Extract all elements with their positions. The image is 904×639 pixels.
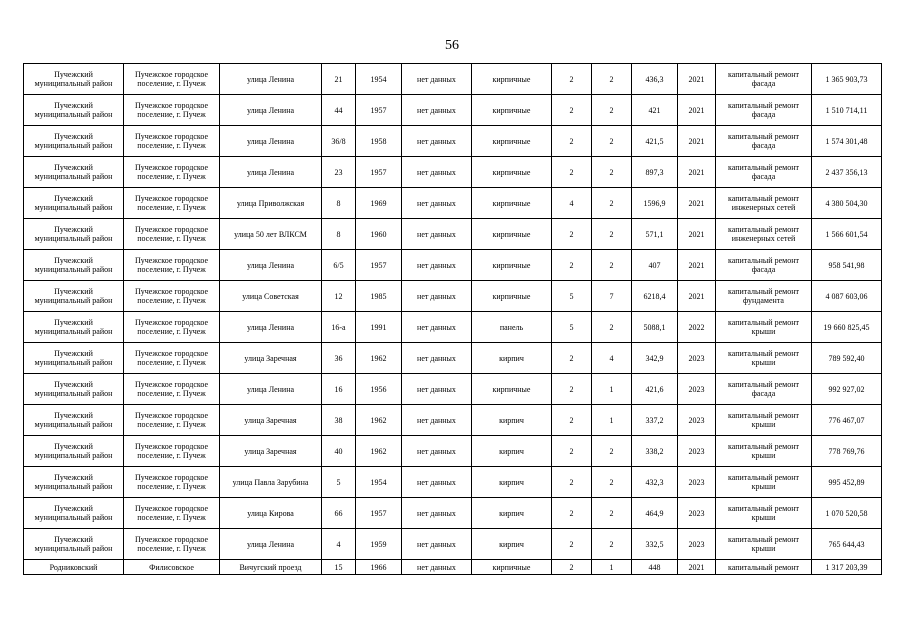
table-row: [24, 157, 882, 188]
cell-year-built: 1960: [356, 219, 402, 250]
cell-repair-year: 2023: [678, 529, 716, 560]
cell-repair-year: 2023: [678, 343, 716, 374]
cell-house-number: 6/5: [322, 250, 356, 281]
cell-area: 464,9: [632, 498, 678, 529]
cell-floors: 2: [552, 219, 592, 250]
cell-house-number: 16-а: [322, 312, 356, 343]
cell-entrances: 2: [592, 188, 632, 219]
cell-area: 421: [632, 95, 678, 126]
cell-repair-year: 2021: [678, 560, 716, 575]
table-body: [24, 64, 882, 575]
cell-wall-material: кирпичные: [472, 188, 552, 219]
cell-amount: 4 380 504,30: [812, 188, 882, 219]
cell-repair-year: 2023: [678, 374, 716, 405]
cell-house-number: 40: [322, 436, 356, 467]
table-row: [24, 529, 882, 560]
table-row: [24, 64, 882, 95]
cell-amount: 1 365 903,73: [812, 64, 882, 95]
cell-repair-type: капитальный ремонт крыши: [716, 436, 812, 467]
cell-settlement: Пучежское городское поселение, г. Пучеж: [124, 64, 220, 95]
cell-year-built: 1991: [356, 312, 402, 343]
cell-entrances: 2: [592, 312, 632, 343]
cell-entrances: 2: [592, 467, 632, 498]
cell-settlement: Пучежское городское поселение, г. Пучеж: [124, 250, 220, 281]
cell-renovation-year-data: нет данных: [402, 560, 472, 575]
table-row: [24, 374, 882, 405]
cell-repair-year: 2023: [678, 436, 716, 467]
cell-street: улица Приволжская: [220, 188, 322, 219]
cell-settlement: Пучежское городское поселение, г. Пучеж: [124, 95, 220, 126]
cell-entrances: 2: [592, 436, 632, 467]
cell-repair-year: 2021: [678, 157, 716, 188]
cell-year-built: 1957: [356, 157, 402, 188]
cell-year-built: 1956: [356, 374, 402, 405]
cell-district: Пучежский муниципальный район: [24, 405, 124, 436]
cell-renovation-year-data: нет данных: [402, 250, 472, 281]
table-row: [24, 436, 882, 467]
cell-year-built: 1962: [356, 436, 402, 467]
cell-repair-year: 2023: [678, 467, 716, 498]
cell-area: 6218,4: [632, 281, 678, 312]
cell-district: Пучежский муниципальный район: [24, 64, 124, 95]
cell-entrances: 2: [592, 126, 632, 157]
cell-wall-material: кирпичные: [472, 374, 552, 405]
cell-amount: 4 087 603,06: [812, 281, 882, 312]
cell-repair-type: капитальный ремонт крыши: [716, 312, 812, 343]
cell-area: 436,3: [632, 64, 678, 95]
cell-house-number: 5: [322, 467, 356, 498]
cell-house-number: 36/8: [322, 126, 356, 157]
cell-repair-type: капитальный ремонт инженерных сетей: [716, 219, 812, 250]
cell-repair-type: капитальный ремонт инженерных сетей: [716, 188, 812, 219]
cell-area: 332,5: [632, 529, 678, 560]
page-number: 56: [445, 38, 459, 53]
cell-repair-type: капитальный ремонт фундамента: [716, 281, 812, 312]
cell-amount: 1 070 520,58: [812, 498, 882, 529]
cell-year-built: 1962: [356, 405, 402, 436]
table-row: [24, 467, 882, 498]
cell-settlement: Пучежское городское поселение, г. Пучеж: [124, 498, 220, 529]
cell-entrances: 2: [592, 157, 632, 188]
table-row: [24, 95, 882, 126]
cell-settlement: Пучежское городское поселение, г. Пучеж: [124, 343, 220, 374]
cell-repair-year: 2021: [678, 126, 716, 157]
cell-repair-type: капитальный ремонт фасада: [716, 250, 812, 281]
cell-settlement: Пучежское городское поселение, г. Пучеж: [124, 312, 220, 343]
cell-area: 421,5: [632, 126, 678, 157]
cell-street: улица Ленина: [220, 157, 322, 188]
cell-street: улица Ленина: [220, 126, 322, 157]
cell-area: 421,6: [632, 374, 678, 405]
cell-area: 448: [632, 560, 678, 575]
cell-wall-material: кирпичные: [472, 64, 552, 95]
cell-entrances: 2: [592, 64, 632, 95]
cell-settlement: Пучежское городское поселение, г. Пучеж: [124, 436, 220, 467]
cell-year-built: 1969: [356, 188, 402, 219]
cell-floors: 2: [552, 157, 592, 188]
cell-settlement: Пучежское городское поселение, г. Пучеж: [124, 281, 220, 312]
cell-house-number: 8: [322, 188, 356, 219]
cell-house-number: 15: [322, 560, 356, 575]
cell-house-number: 8: [322, 219, 356, 250]
cell-wall-material: кирпич: [472, 498, 552, 529]
cell-renovation-year-data: нет данных: [402, 126, 472, 157]
cell-renovation-year-data: нет данных: [402, 343, 472, 374]
cell-settlement: Филисовское: [124, 560, 220, 575]
cell-year-built: 1957: [356, 250, 402, 281]
cell-year-built: 1957: [356, 95, 402, 126]
cell-street: улица Ленина: [220, 95, 322, 126]
cell-area: 338,2: [632, 436, 678, 467]
housing-repair-table: [23, 63, 882, 575]
cell-repair-year: 2021: [678, 95, 716, 126]
cell-wall-material: кирпич: [472, 529, 552, 560]
cell-repair-year: 2021: [678, 219, 716, 250]
cell-renovation-year-data: нет данных: [402, 467, 472, 498]
cell-area: 432,3: [632, 467, 678, 498]
cell-floors: 2: [552, 126, 592, 157]
cell-district: Пучежский муниципальный район: [24, 498, 124, 529]
cell-amount: 19 660 825,45: [812, 312, 882, 343]
cell-street: улица Заречная: [220, 405, 322, 436]
table-row: [24, 281, 882, 312]
cell-repair-type: капитальный ремонт крыши: [716, 529, 812, 560]
cell-year-built: 1957: [356, 498, 402, 529]
cell-floors: 2: [552, 498, 592, 529]
cell-repair-year: 2023: [678, 405, 716, 436]
cell-floors: 2: [552, 250, 592, 281]
cell-repair-year: 2022: [678, 312, 716, 343]
cell-entrances: 4: [592, 343, 632, 374]
cell-settlement: Пучежское городское поселение, г. Пучеж: [124, 374, 220, 405]
cell-entrances: 7: [592, 281, 632, 312]
cell-floors: 5: [552, 312, 592, 343]
cell-street: улица Ленина: [220, 250, 322, 281]
cell-year-built: 1985: [356, 281, 402, 312]
cell-house-number: 66: [322, 498, 356, 529]
cell-amount: 1 510 714,11: [812, 95, 882, 126]
cell-year-built: 1954: [356, 467, 402, 498]
cell-street: улица Заречная: [220, 436, 322, 467]
cell-area: 337,2: [632, 405, 678, 436]
cell-amount: 2 437 356,13: [812, 157, 882, 188]
cell-wall-material: кирпич: [472, 405, 552, 436]
cell-renovation-year-data: нет данных: [402, 188, 472, 219]
cell-repair-type: капитальный ремонт фасада: [716, 157, 812, 188]
cell-wall-material: кирпичные: [472, 560, 552, 575]
cell-renovation-year-data: нет данных: [402, 157, 472, 188]
cell-entrances: 1: [592, 405, 632, 436]
cell-amount: 995 452,89: [812, 467, 882, 498]
cell-amount: 992 927,02: [812, 374, 882, 405]
cell-wall-material: кирпич: [472, 343, 552, 374]
cell-floors: 2: [552, 64, 592, 95]
cell-repair-year: 2021: [678, 281, 716, 312]
cell-area: 897,3: [632, 157, 678, 188]
cell-house-number: 21: [322, 64, 356, 95]
cell-settlement: Пучежское городское поселение, г. Пучеж: [124, 467, 220, 498]
table-row: [24, 250, 882, 281]
cell-repair-type: капитальный ремонт: [716, 560, 812, 575]
cell-entrances: 1: [592, 560, 632, 575]
cell-district: Пучежский муниципальный район: [24, 529, 124, 560]
cell-street: улица 50 лет ВЛКСМ: [220, 219, 322, 250]
cell-street: Вичугский проезд: [220, 560, 322, 575]
cell-area: 571,1: [632, 219, 678, 250]
cell-house-number: 4: [322, 529, 356, 560]
table-row: [24, 498, 882, 529]
cell-district: Пучежский муниципальный район: [24, 436, 124, 467]
cell-year-built: 1966: [356, 560, 402, 575]
cell-floors: 5: [552, 281, 592, 312]
cell-district: Пучежский муниципальный район: [24, 95, 124, 126]
cell-wall-material: кирпичные: [472, 126, 552, 157]
cell-floors: 2: [552, 467, 592, 498]
table-row: [24, 219, 882, 250]
cell-street: улица Ленина: [220, 374, 322, 405]
cell-amount: 789 592,40: [812, 343, 882, 374]
cell-wall-material: кирпичные: [472, 219, 552, 250]
cell-district: Пучежский муниципальный район: [24, 188, 124, 219]
cell-street: улица Павла Зарубина: [220, 467, 322, 498]
cell-house-number: 44: [322, 95, 356, 126]
cell-renovation-year-data: нет данных: [402, 405, 472, 436]
cell-district: Пучежский муниципальный район: [24, 157, 124, 188]
cell-house-number: 16: [322, 374, 356, 405]
cell-year-built: 1954: [356, 64, 402, 95]
cell-repair-type: капитальный ремонт крыши: [716, 343, 812, 374]
cell-district: Пучежский муниципальный район: [24, 126, 124, 157]
cell-entrances: 2: [592, 250, 632, 281]
cell-wall-material: кирпичные: [472, 95, 552, 126]
cell-area: 5088,1: [632, 312, 678, 343]
cell-renovation-year-data: нет данных: [402, 498, 472, 529]
cell-repair-year: 2021: [678, 250, 716, 281]
cell-area: 407: [632, 250, 678, 281]
cell-district: Пучежский муниципальный район: [24, 343, 124, 374]
cell-year-built: 1958: [356, 126, 402, 157]
cell-renovation-year-data: нет данных: [402, 436, 472, 467]
cell-wall-material: кирпичные: [472, 250, 552, 281]
cell-district: Пучежский муниципальный район: [24, 219, 124, 250]
cell-entrances: 1: [592, 374, 632, 405]
cell-floors: 4: [552, 188, 592, 219]
cell-repair-type: капитальный ремонт фасада: [716, 95, 812, 126]
cell-floors: 2: [552, 95, 592, 126]
cell-year-built: 1959: [356, 529, 402, 560]
table-row: [24, 343, 882, 374]
table-row: [24, 312, 882, 343]
table-row: [24, 188, 882, 219]
cell-settlement: Пучежское городское поселение, г. Пучеж: [124, 529, 220, 560]
cell-renovation-year-data: нет данных: [402, 64, 472, 95]
cell-repair-year: 2021: [678, 64, 716, 95]
cell-street: улица Советская: [220, 281, 322, 312]
cell-district: Родниковский: [24, 560, 124, 575]
cell-amount: 776 467,07: [812, 405, 882, 436]
cell-wall-material: кирпичные: [472, 157, 552, 188]
cell-house-number: 23: [322, 157, 356, 188]
cell-year-built: 1962: [356, 343, 402, 374]
cell-repair-type: капитальный ремонт крыши: [716, 498, 812, 529]
cell-street: улица Ленина: [220, 64, 322, 95]
cell-house-number: 12: [322, 281, 356, 312]
cell-repair-type: капитальный ремонт фасада: [716, 64, 812, 95]
cell-repair-year: 2021: [678, 188, 716, 219]
cell-repair-type: капитальный ремонт крыши: [716, 405, 812, 436]
cell-district: Пучежский муниципальный район: [24, 281, 124, 312]
cell-wall-material: кирпич: [472, 436, 552, 467]
cell-renovation-year-data: нет данных: [402, 219, 472, 250]
cell-district: Пучежский муниципальный район: [24, 374, 124, 405]
cell-repair-type: капитальный ремонт фасада: [716, 126, 812, 157]
cell-amount: 765 644,43: [812, 529, 882, 560]
cell-floors: 2: [552, 405, 592, 436]
cell-settlement: Пучежское городское поселение, г. Пучеж: [124, 405, 220, 436]
table-row: [24, 126, 882, 157]
cell-repair-type: капитальный ремонт фасада: [716, 374, 812, 405]
cell-floors: 2: [552, 529, 592, 560]
cell-amount: 1 566 601,54: [812, 219, 882, 250]
cell-floors: 2: [552, 343, 592, 374]
cell-amount: 1 574 301,48: [812, 126, 882, 157]
cell-renovation-year-data: нет данных: [402, 281, 472, 312]
cell-wall-material: панель: [472, 312, 552, 343]
cell-wall-material: кирпич: [472, 467, 552, 498]
cell-floors: 2: [552, 436, 592, 467]
cell-house-number: 38: [322, 405, 356, 436]
cell-settlement: Пучежское городское поселение, г. Пучеж: [124, 157, 220, 188]
cell-amount: 958 541,98: [812, 250, 882, 281]
cell-floors: 2: [552, 560, 592, 575]
cell-amount: 1 317 203,39: [812, 560, 882, 575]
cell-amount: 778 769,76: [812, 436, 882, 467]
table-row: [24, 405, 882, 436]
cell-entrances: 2: [592, 529, 632, 560]
cell-renovation-year-data: нет данных: [402, 312, 472, 343]
cell-repair-type: капитальный ремонт крыши: [716, 467, 812, 498]
cell-street: улица Ленина: [220, 529, 322, 560]
cell-settlement: Пучежское городское поселение, г. Пучеж: [124, 126, 220, 157]
cell-district: Пучежский муниципальный район: [24, 312, 124, 343]
cell-district: Пучежский муниципальный район: [24, 467, 124, 498]
cell-area: 342,9: [632, 343, 678, 374]
cell-area: 1596,9: [632, 188, 678, 219]
cell-entrances: 2: [592, 498, 632, 529]
table-row: [24, 560, 882, 575]
cell-street: улица Кирова: [220, 498, 322, 529]
cell-renovation-year-data: нет данных: [402, 529, 472, 560]
cell-street: улица Заречная: [220, 343, 322, 374]
cell-street: улица Ленина: [220, 312, 322, 343]
cell-repair-year: 2023: [678, 498, 716, 529]
cell-renovation-year-data: нет данных: [402, 95, 472, 126]
cell-entrances: 2: [592, 219, 632, 250]
cell-settlement: Пучежское городское поселение, г. Пучеж: [124, 219, 220, 250]
cell-floors: 2: [552, 374, 592, 405]
cell-renovation-year-data: нет данных: [402, 374, 472, 405]
cell-entrances: 2: [592, 95, 632, 126]
cell-wall-material: кирпичные: [472, 281, 552, 312]
cell-district: Пучежский муниципальный район: [24, 250, 124, 281]
cell-settlement: Пучежское городское поселение, г. Пучеж: [124, 188, 220, 219]
cell-house-number: 36: [322, 343, 356, 374]
